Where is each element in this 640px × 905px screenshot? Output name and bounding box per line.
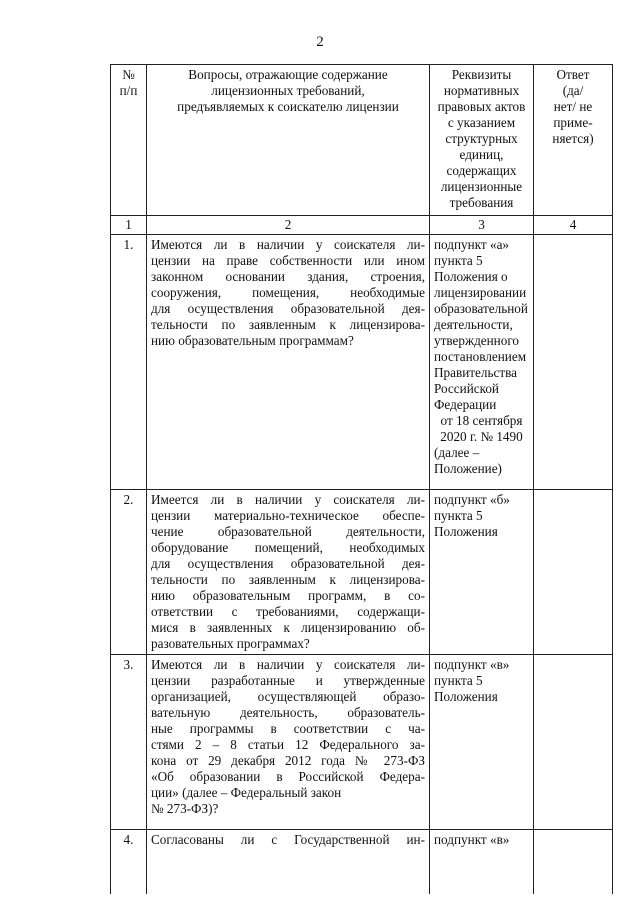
row-question: Имеются ли в наличии у соискателя ли- цензии на праве собственности или ином законном основании здания, строения, сооружения, помещения, необходимые для осуществления образовательной дея- тельности по заявленным к лицензирова- нию образовательным программам?	[147, 235, 430, 490]
column-number: 3	[430, 216, 534, 235]
row-number: 3.	[111, 655, 147, 830]
row-number: 2.	[111, 490, 147, 655]
column-number-row	[111, 216, 613, 235]
row-reference: подпункт «в» пункта 5 Положения	[430, 655, 534, 830]
column-number: 4	[534, 216, 613, 235]
row-question: Согласованы ли с Государственной ин-	[147, 830, 430, 895]
row-answer	[534, 490, 613, 655]
row-number: 1.	[111, 235, 147, 490]
row-question: Имеется ли в наличии у соискателя ли- цензии материально-техническое обеспе- чение образовательной деятельности, оборудование помещений, необходимых для осуществления образовательной дея- тельности по заявленным к лицензирова- нию образовательным программ, в со- ответствии с требованиями, содержащи- мися в заявленных к лицензированию об- разовательных программах?	[147, 490, 430, 655]
column-number: 2	[147, 216, 430, 235]
row-answer	[534, 830, 613, 895]
row-answer	[534, 655, 613, 830]
table-row	[111, 830, 613, 895]
row-answer	[534, 235, 613, 490]
row-reference: подпункт «б» пункта 5 Положения	[430, 490, 534, 655]
row-reference: подпункт «а» пункта 5 Положения о лицензировании образовательной деятельности, утвержденного постановлением Правительства Российской Федерации от 18 сентября 2020 г. № 1490 (далее – Положение)	[430, 235, 534, 490]
header-answer: Ответ (да/ нет/ не приме- няется)	[534, 65, 613, 216]
license-requirements-table	[110, 64, 613, 894]
header-question: Вопросы, отражающие содержание лицензионных требований, предъявляемых к соискателю лицензии	[147, 65, 430, 216]
table-header-row	[111, 65, 613, 216]
row-question: Имеются ли в наличии у соискателя ли- цензии разработанные и утвержденные организацией, осуществляющей образо- вательную деятельность, образователь- ные программы в соответствии с ча- стями 2 – 8 статьи 12 Федерального за- кона от 29 декабря 2012 года № 273-ФЗ «Об образовании в Российской Федера- ции» (далее – Федеральный закон № 273-ФЗ)?	[147, 655, 430, 830]
column-number: 1	[111, 216, 147, 235]
page-number: 2	[316, 34, 324, 50]
row-reference: подпункт «в»	[430, 830, 534, 895]
header-num: № п/п	[111, 65, 147, 216]
table-row	[111, 655, 613, 830]
table-row	[111, 235, 613, 490]
row-number: 4.	[111, 830, 147, 895]
table-row	[111, 490, 613, 655]
header-reference: Реквизиты нормативных правовых актов с указанием структурных единиц, содержащих лицензионные требования	[430, 65, 534, 216]
